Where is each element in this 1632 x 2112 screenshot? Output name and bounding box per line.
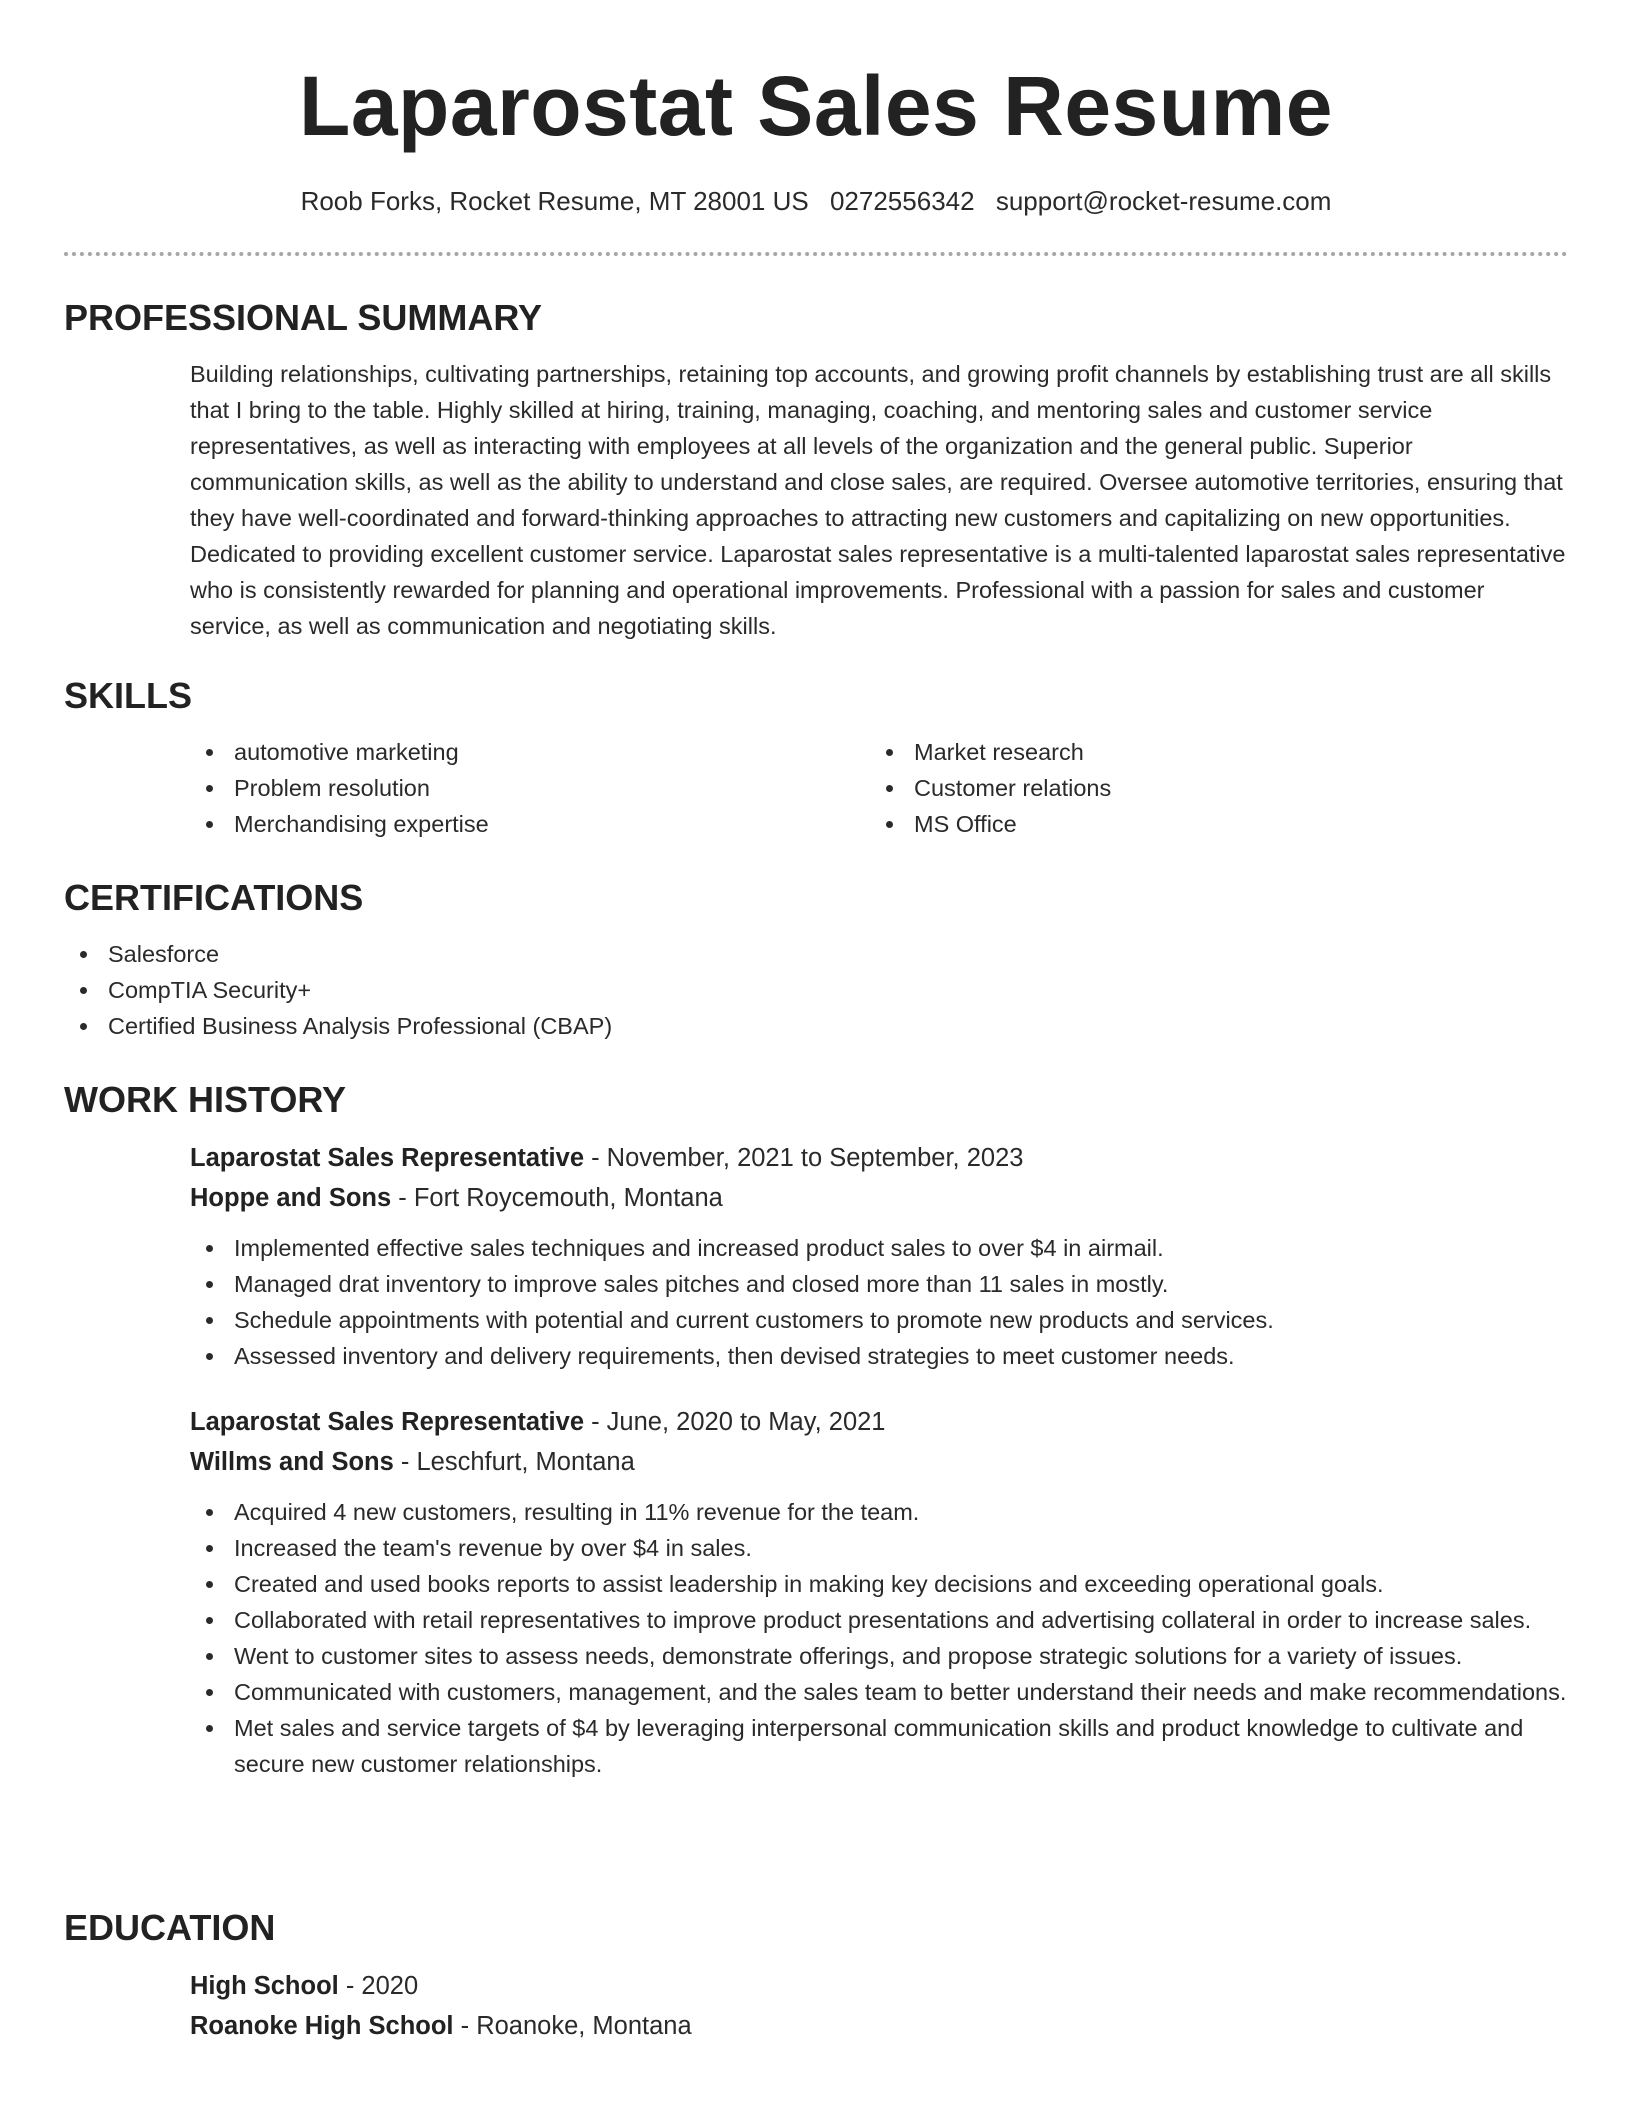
resume-title: Laparostat Sales Resume: [299, 59, 1333, 153]
education-school-line: [190, 2006, 1568, 2046]
job-dates: - June, 2020 to May, 2021: [584, 1408, 886, 1436]
bullet-icon: [206, 785, 213, 792]
job-bullet: Created and used books reports to assist leadership in making key decisions and exceeding operational goals.: [190, 1566, 1568, 1602]
bullet-icon: [206, 1245, 213, 1252]
skills-column-right: [870, 734, 1550, 842]
education-school: Roanoke High School: [190, 2012, 454, 2040]
job-title-line: [190, 1138, 1568, 1178]
certifications-list: [64, 936, 1568, 1044]
job-dates: - November, 2021 to September, 2023: [584, 1144, 1024, 1172]
education-year: - 2020: [338, 1972, 419, 2000]
job-company: Hoppe and Sons: [190, 1184, 392, 1212]
work-history-section: [64, 1078, 1568, 1782]
job-bullet: Increased the team's revenue by over $4 in sales.: [190, 1530, 1568, 1566]
job-company-line: [190, 1178, 1568, 1218]
job-bullet: Communicated with customers, management, and the sales team to better understand their needs and make recommendations.: [190, 1674, 1568, 1710]
certification-item: Salesforce: [64, 936, 1568, 972]
job-company: Willms and Sons: [190, 1448, 394, 1476]
job-entry: [190, 1138, 1568, 1374]
education-section: [64, 1906, 1568, 2046]
certifications-section: [64, 876, 1568, 1044]
bullet-icon: [80, 987, 87, 994]
job-company-line: [190, 1442, 1568, 1482]
summary-text: Building relationships, cultivating partnerships, retaining top accounts, and growing profit channels by establishing trust are all skills that I bring to the table. Highly skilled at hiring, training, managing, coaching, and mentoring sales and customer service representatives, as well as interacting with employees at all levels of the organization and the general public. Superior communication skills, as well as the ability to understand and close sales, are required. Oversee automotive territories, ensuring that they have well-coordinated and forward-thinking approaches to attracting new customers and capitalizing on new opportunities. Dedicated to providing excellent customer service. Laparostat sales representative is a multi-talented laparostat sales representative who is consistently rewarded for planning and operational improvements. Professional with a passion for sales and customer service, as well as communication and negotiating skills.: [190, 361, 1566, 639]
job-entry: [190, 1402, 1568, 1782]
bullet-icon: [80, 951, 87, 958]
job-bullets: [190, 1494, 1568, 1782]
job-role: Laparostat Sales Representative: [190, 1144, 585, 1172]
bullet-icon: [206, 821, 213, 828]
job-bullet: Assessed inventory and delivery requirements, then devised strategies to meet customer needs.: [190, 1338, 1568, 1374]
phone: 0272556342: [829, 186, 975, 216]
bullet-icon: [206, 749, 213, 756]
bullet-icon: [206, 1545, 213, 1552]
job-location: - Fort Roycemouth, Montana: [391, 1184, 723, 1212]
section-title-certifications: CERTIFICATIONS: [64, 877, 364, 918]
bullet-icon: [80, 1023, 87, 1030]
bullet-icon: [206, 1653, 213, 1660]
job-bullet: Schedule appointments with potential and current customers to promote new products and services.: [190, 1302, 1568, 1338]
contact-line: [64, 184, 1568, 218]
bullet-icon: [886, 749, 893, 756]
job-bullet: Went to customer sites to assess needs, demonstrate offerings, and propose strategic solutions for a variety of issues.: [190, 1638, 1568, 1674]
skills-grid: [190, 734, 1568, 842]
job-bullet: Met sales and service targets of $4 by leveraging interpersonal communication skills and product knowledge to cultivate and secure new customer relationships.: [190, 1710, 1568, 1782]
summary-section: [64, 296, 1568, 644]
header-divider: [64, 252, 1568, 256]
resume-page: [64, 0, 1568, 2040]
bullet-icon: [886, 785, 893, 792]
bullet-icon: [886, 821, 893, 828]
bullet-icon: [206, 1281, 213, 1288]
certification-item: CompTIA Security+: [64, 972, 1568, 1008]
bullet-icon: [206, 1353, 213, 1360]
skill-item: Problem resolution: [190, 770, 870, 806]
job-bullet: Implemented effective sales techniques and increased product sales to over $4 in airmail.: [190, 1230, 1568, 1266]
email: support@rocket-resume.com: [995, 186, 1332, 216]
bullet-icon: [206, 1689, 213, 1696]
job-bullets: [190, 1230, 1568, 1374]
section-title-skills: SKILLS: [64, 675, 193, 716]
section-title-work: WORK HISTORY: [64, 1079, 347, 1120]
job-title-line: [190, 1402, 1568, 1442]
bullet-icon: [206, 1581, 213, 1588]
bullet-icon: [206, 1725, 213, 1732]
education-degree: High School: [190, 1972, 339, 2000]
skill-item: automotive marketing: [190, 734, 870, 770]
section-title-summary: PROFESSIONAL SUMMARY: [64, 297, 543, 338]
bullet-icon: [206, 1617, 213, 1624]
bullet-icon: [206, 1509, 213, 1516]
skills-column-left: [190, 734, 870, 842]
bullet-icon: [206, 1317, 213, 1324]
address: Roob Forks, Rocket Resume, MT 28001 US: [300, 186, 809, 216]
skill-item: Market research: [870, 734, 1550, 770]
section-title-education: EDUCATION: [64, 1907, 276, 1948]
job-role: Laparostat Sales Representative: [190, 1408, 585, 1436]
job-bullet: Managed drat inventory to improve sales pitches and closed more than 11 sales in mostly.: [190, 1266, 1568, 1302]
skill-item: Merchandising expertise: [190, 806, 870, 842]
education-entry: [190, 1966, 1568, 2046]
skill-item: MS Office: [870, 806, 1550, 842]
education-location: - Roanoke, Montana: [453, 2012, 692, 2040]
education-degree-line: [190, 1966, 1568, 2006]
job-bullet: Collaborated with retail representatives to improve product presentations and advertising collateral in order to increase sales.: [190, 1602, 1568, 1638]
job-bullet: Acquired 4 new customers, resulting in 11% revenue for the team.: [190, 1494, 1568, 1530]
skills-section: [64, 674, 1568, 842]
certification-item: Certified Business Analysis Professional (CBAP): [64, 1008, 1568, 1044]
job-location: - Leschfurt, Montana: [393, 1448, 635, 1476]
skill-item: Customer relations: [870, 770, 1550, 806]
